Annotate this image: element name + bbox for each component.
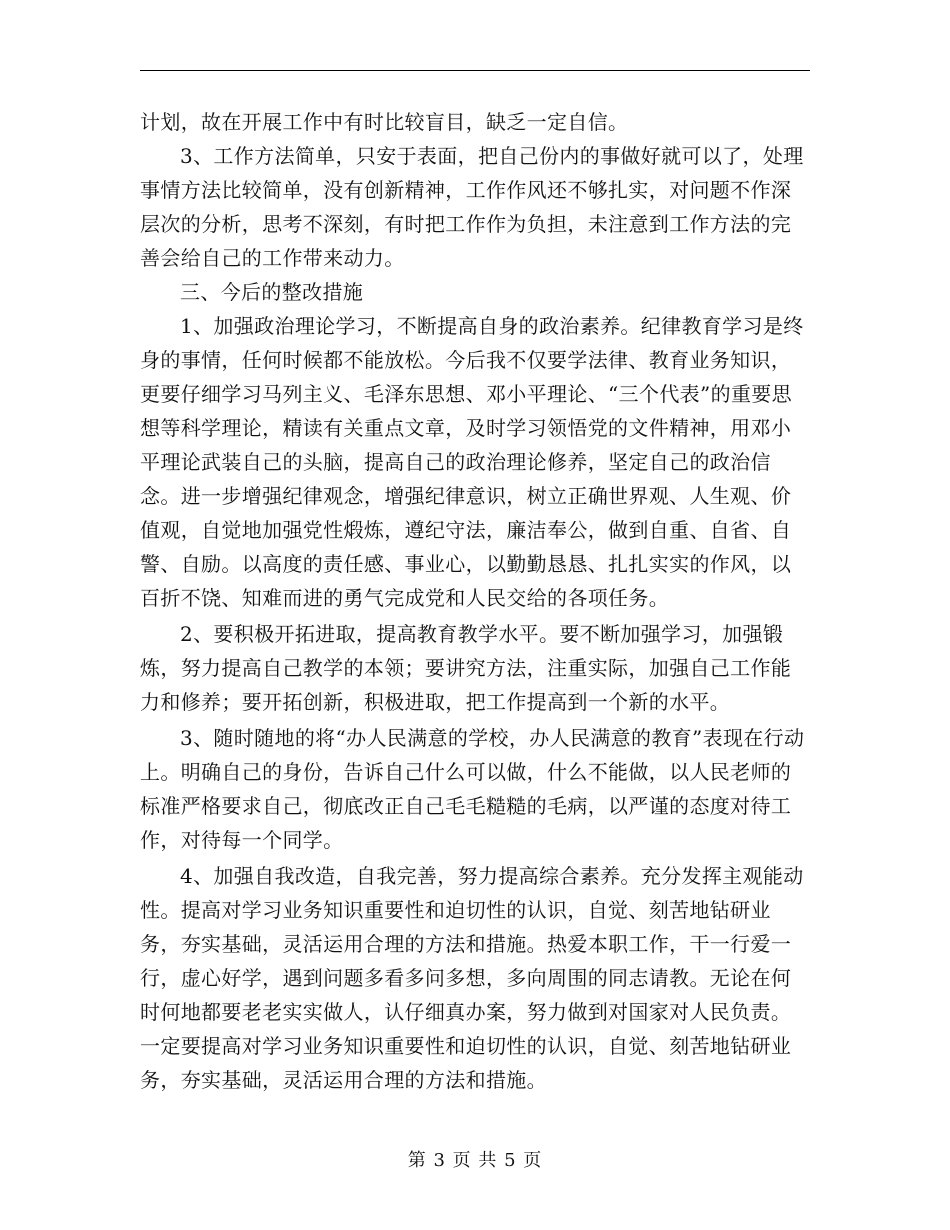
section-heading-rectification: 三、今后的整改措施 — [180, 280, 364, 304]
paragraph-political-study: 1、加强政治理论学习，不断提高自身的政治素养。纪律教育学习是终身的事情，任何时候都不能放松。今后我不仅要学法律、教育业务知识，更要仔细学习马列主义、毛泽东思想、邓小平理论、“三个代表”的重要思想等科学理论，精读有关重点文章，及时学习领悟党的文件精神，用邓小平理论武装自己的头脑，提高自己的政治理论修养，坚定自己的政治信念。进一步增强纪律观念，增强纪律意识，树立正确世界观、人生观、价值观，自觉地加强党性煅炼，遵纪守法，廉洁奉公，做到自重、自省、自警、自励。以高度的责任感、事业心，以勤勤恳恳、扎扎实实的作风，以百折不饶、知难而进的勇气完成党和人民交给的各项任务。 — [140, 314, 804, 610]
page-number-footer: 第 3 页 共 5 页 — [407, 1150, 543, 1171]
paragraph-self-improvement: 4、加强自我改造，自我完善，努力提高综合素养。充分发挥主观能动性。提高对学习业务知识重要性和迫切性的认识，自觉、刻苦地钻研业务，夯实基础，灵活运用合理的方法和措施。热爱本职工作，干一行爱一行，虚心好学，遇到问题多看多问多想，多向周围的同志请教。无论在何时何地都要老老实实做人，认仔细真办案，努力做到对国家对人民负责。一定要提高对学习业务知识重要性和迫切性的认识，自觉、刻苦地钻研业务，夯实基础，灵活运用合理的方法和措施。 — [140, 864, 804, 1092]
document-body — [140, 105, 810, 1097]
paragraph-continuation: 计划，故在开展工作中有时比较盲目，缺乏一定自信。 — [140, 110, 629, 134]
paragraph-work-method: 3、工作方法简单，只安于表面，把自己份内的事做好就可以了，处理事情方法比较简单，没有创新精神，工作作风还不够扎实，对问题不作深层次的分析，思考不深刻，有时把工作作为负担，未注意到工作方法的完善会给自己的工作带来动力。 — [140, 144, 804, 270]
header-rule — [140, 70, 810, 71]
paragraph-teaching-level: 2、要积极开拓进取，提高教育教学水平。要不断加强学习，加强锻炼，努力提高自己教学的本领；要讲究方法，注重实际，加强自己工作能力和修养；要开拓创新，积极进取，把工作提高到一个新的水平。 — [140, 622, 792, 714]
paragraph-satisfying-education: 3、随时随地的将“办人民满意的学校，办人民满意的教育”表现在行动上。明确自己的身份，告诉自己什么可以做，什么不能做，以人民老师的标准严格要求自己，彻底改正自己毛毛糙糙的毛病，以严谨的态度对待工作，对待每一个同学。 — [140, 726, 805, 852]
